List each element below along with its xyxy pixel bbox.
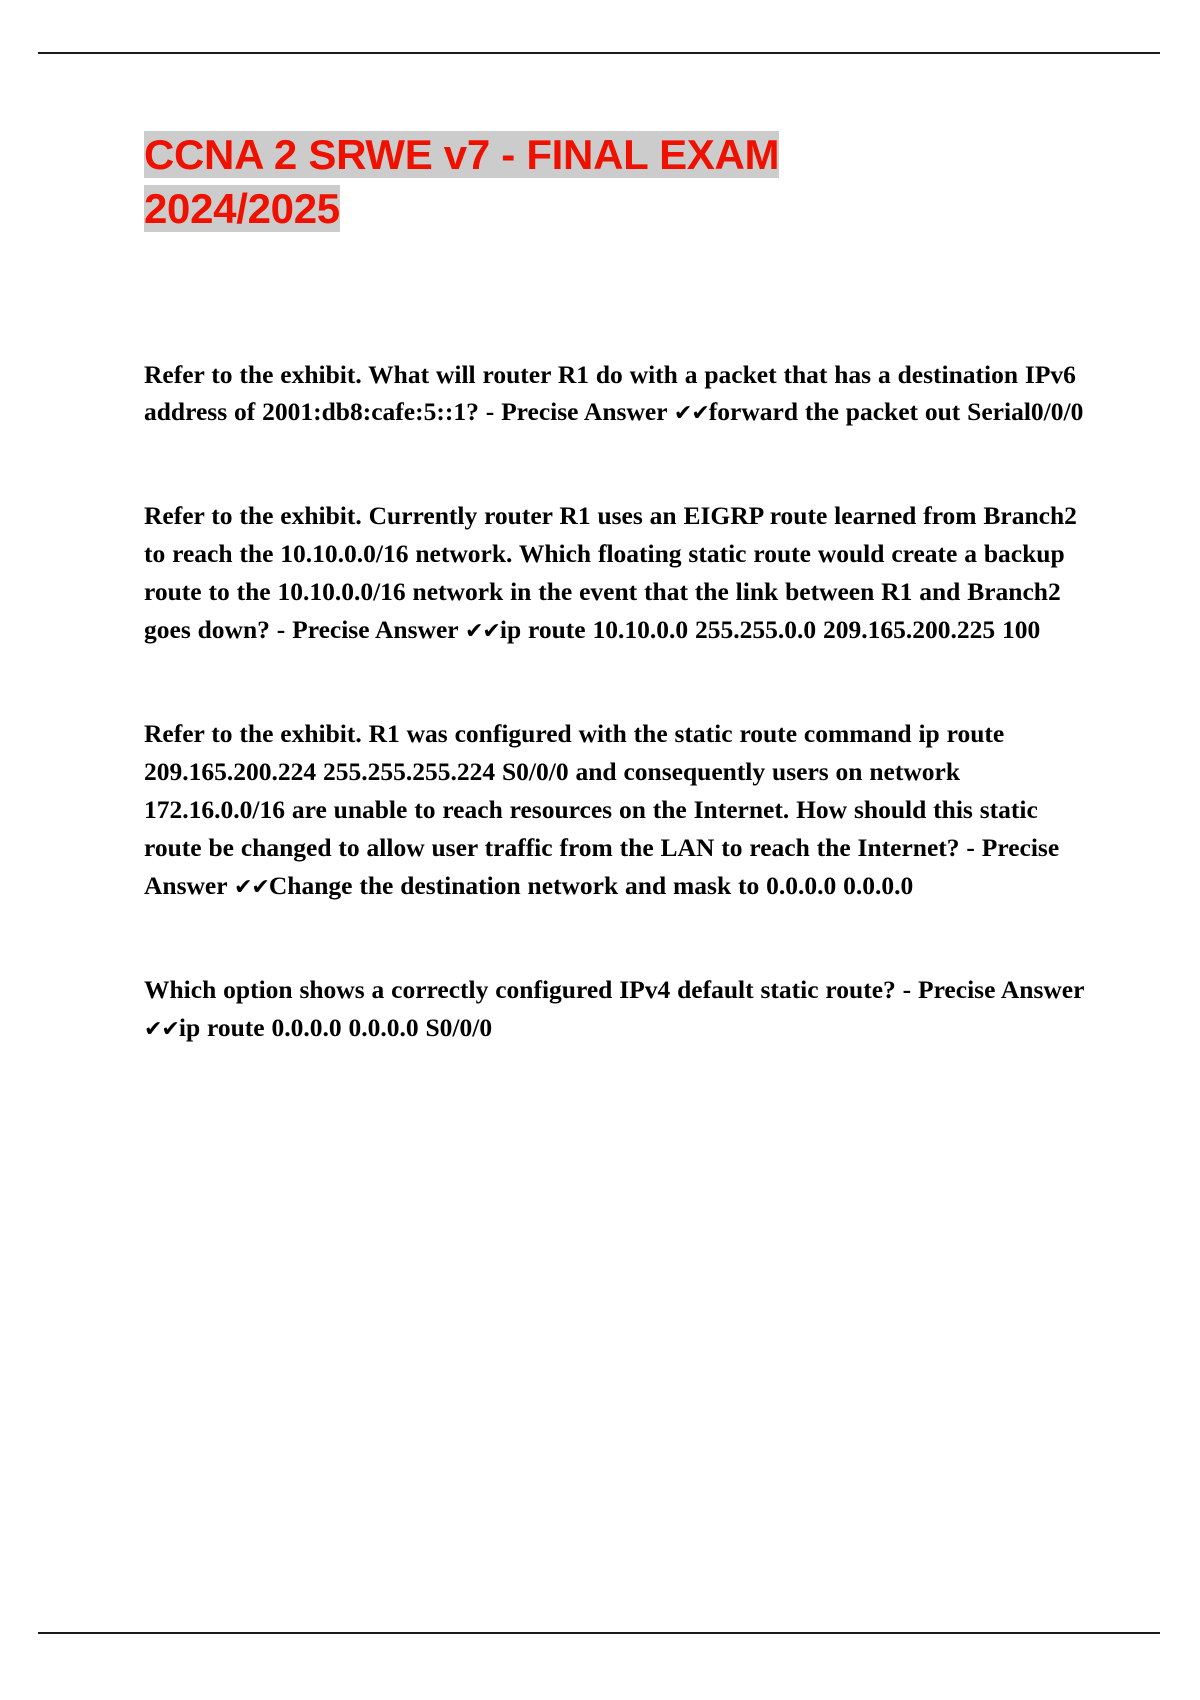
qa-item (144, 715, 1084, 905)
answer-check-icon: ✔✔ (465, 619, 500, 645)
page-title-line-1: CCNA 2 SRWE v7 - FINAL EXAM (144, 131, 780, 178)
qa-question: Which option shows a correctly configured IPv4 default static route? - Precise Answer (144, 975, 1084, 1005)
header-divider (38, 52, 1160, 54)
qa-item (144, 971, 1084, 1047)
answer-check-icon: ✔✔ (673, 401, 709, 427)
qa-question: Refer to the exhibit. What will router R1 do with a packet that has a destination IPv6 address of 2001:db8:cafe:5::1? - Precise Answer (144, 359, 1076, 427)
qa-answer: Change the destination network and mask to 0.0.0.0 0.0.0.0 (268, 871, 914, 901)
qa-list (144, 356, 1084, 1048)
qa-item (144, 356, 1084, 432)
answer-check-icon: ✔✔ (144, 1017, 179, 1043)
qa-item (144, 497, 1084, 649)
document-content (144, 128, 1084, 1047)
page-title-line-2: 2024/2025 (144, 184, 340, 232)
page-title (144, 128, 1084, 236)
answer-check-icon: ✔✔ (234, 875, 269, 901)
qa-question: Refer to the exhibit. R1 was configured with the static route command ip route 209.165.200.224 255.255.255.224 S0/0/0 and consequently users on network 172.16.0.0/16 are unable to reach resources on the Internet. How should this static route be changed to allow user traffic from the LAN to reach the Internet? - Precise Answer (144, 719, 1060, 901)
qa-answer: forward the packet out Serial0/0/0 (708, 397, 1084, 427)
qa-answer: ip route 10.10.0.0 255.255.0.0 209.165.200.225 100 (499, 615, 1041, 645)
footer-divider (38, 1632, 1160, 1634)
qa-question: Refer to the exhibit. Currently router R1 uses an EIGRP route learned from Branch2 to reach the 10.10.0.0/16 network. Which floating static route would create a backup route to the 10.10.0.0/16 network in the event that the link between R1 and Branch2 goes down? - Precise Answer (144, 501, 1077, 645)
qa-answer: ip route 0.0.0.0 0.0.0.0 S0/0/0 (178, 1013, 493, 1043)
